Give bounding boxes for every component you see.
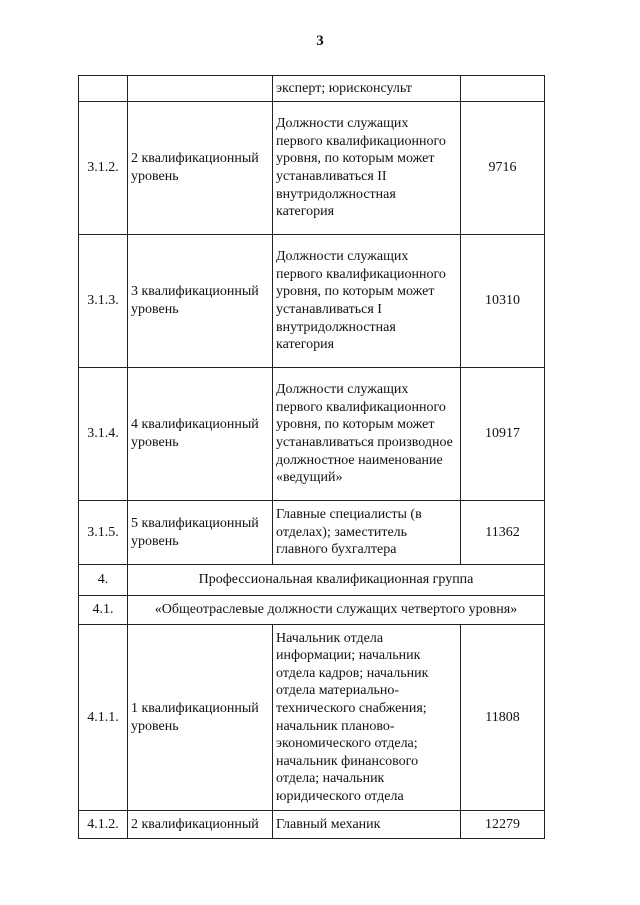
salary-cell bbox=[461, 76, 545, 102]
table-row bbox=[79, 235, 545, 368]
salary-cell: 10917 bbox=[461, 368, 545, 501]
qualification-level-cell bbox=[128, 76, 273, 102]
table-row bbox=[79, 368, 545, 501]
row-number-cell: 4.1.2. bbox=[79, 811, 128, 839]
qualification-level-cell: 4 квалификационный уровень bbox=[128, 368, 273, 501]
group-title-cell: Профессиональная квалификационная группа bbox=[128, 565, 545, 596]
row-number-cell: 3.1.2. bbox=[79, 102, 128, 235]
salary-cell: 10310 bbox=[461, 235, 545, 368]
positions-cell: Должности служащих первого квалификационного уровня, по которым может устанавливаться производное должностное наименование «ведущий» bbox=[273, 368, 461, 501]
table-row bbox=[79, 76, 545, 102]
salary-table bbox=[78, 75, 545, 839]
row-number-cell: 4. bbox=[79, 565, 128, 596]
scan-artifact: · · · · · · · · bbox=[300, 4, 357, 10]
qualification-level-cell: 2 квалификационный bbox=[128, 811, 273, 839]
group-row bbox=[79, 596, 545, 625]
salary-cell: 9716 bbox=[461, 102, 545, 235]
qualification-level-cell: 1 квалификационный уровень bbox=[128, 625, 273, 811]
positions-cell: эксперт; юрисконсульт bbox=[273, 76, 461, 102]
qualification-level-cell: 2 квалификационный уровень bbox=[128, 102, 273, 235]
qualification-level-cell: 5 квалификационный уровень bbox=[128, 501, 273, 565]
row-number-cell: 4.1. bbox=[79, 596, 128, 625]
qualification-level-cell: 3 квалификационный уровень bbox=[128, 235, 273, 368]
table-row bbox=[79, 102, 545, 235]
row-number-cell: 3.1.4. bbox=[79, 368, 128, 501]
group-row bbox=[79, 565, 545, 596]
table-row bbox=[79, 625, 545, 811]
table-row bbox=[79, 811, 545, 839]
positions-cell: Должности служащих первого квалификационного уровня, по которым может устанавливаться II внутридолжностная категория bbox=[273, 102, 461, 235]
row-number-cell bbox=[79, 76, 128, 102]
table-row bbox=[79, 501, 545, 565]
group-title-cell: «Общеотраслевые должности служащих четвертого уровня» bbox=[128, 596, 545, 625]
positions-cell: Должности служащих первого квалификационного уровня, по которым может устанавливаться I внутридолжностная категория bbox=[273, 235, 461, 368]
positions-cell: Главные специалисты (в отделах); заместитель главного бухгалтера bbox=[273, 501, 461, 565]
salary-cell: 11362 bbox=[461, 501, 545, 565]
positions-cell: Главный механик bbox=[273, 811, 461, 839]
row-number-cell: 3.1.5. bbox=[79, 501, 128, 565]
salary-cell: 12279 bbox=[461, 811, 545, 839]
salary-cell: 11808 bbox=[461, 625, 545, 811]
row-number-cell: 4.1.1. bbox=[79, 625, 128, 811]
page-number: 3 bbox=[316, 33, 324, 49]
positions-cell: Начальник отдела информации; начальник отдела кадров; начальник отдела материально-технического снабжения; начальник планово-экономического отдела; начальник финансового отдела; начальник юридического отдела bbox=[273, 625, 461, 811]
row-number-cell: 3.1.3. bbox=[79, 235, 128, 368]
